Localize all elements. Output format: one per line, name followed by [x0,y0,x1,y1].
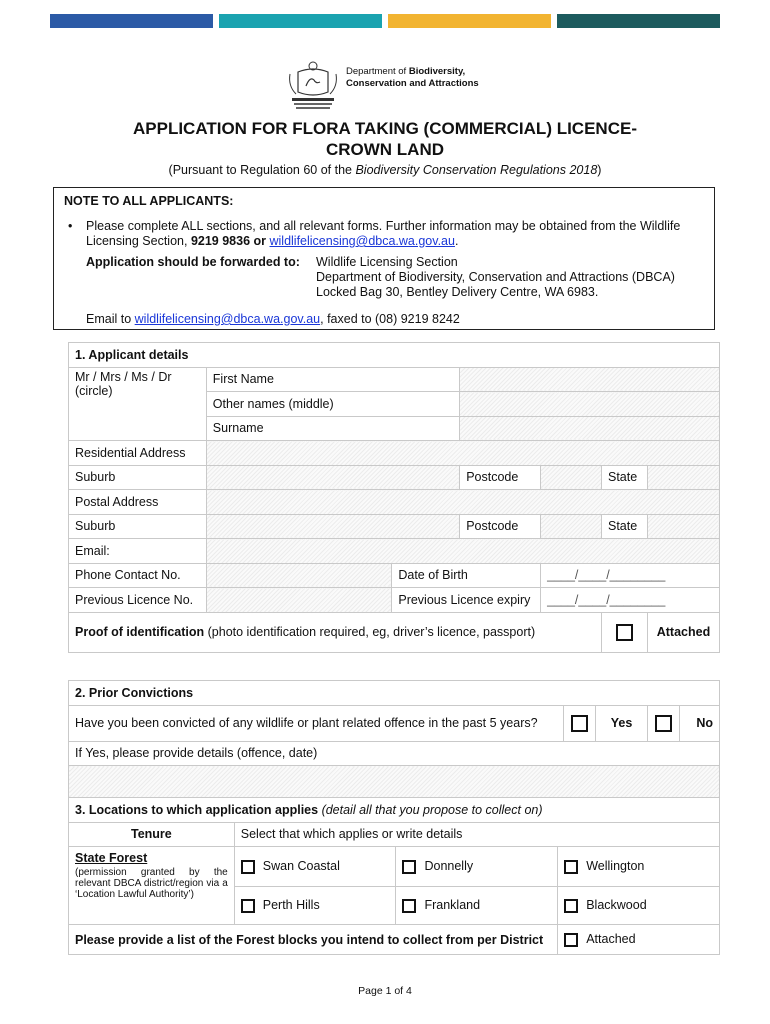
color-bar-teal [219,14,382,28]
note-bullet: • Please complete ALL sections, and all relevant forms. Further information may be obtained from the Wildlife Licensing Section, 9219 9836 or wildlifelicensing@dbca.wa.gov.au. [68,219,681,248]
prev-expiry-field[interactable]: ____/____/________ [541,588,720,613]
prev-licence-field[interactable] [206,588,392,613]
forest-blocks-attached[interactable]: Attached [558,925,720,955]
bullet-icon: • [68,219,73,233]
section3-heading: 3. Locations to which application applies (detail all that you propose to collect on) [69,798,720,823]
postal-suburb-label: Suburb [69,514,207,539]
option-blackwood[interactable]: Blackwood [558,887,720,925]
email-field[interactable] [206,539,719,564]
state-label: State [601,465,647,490]
color-bar-dark-teal [557,14,720,28]
postal-address-field[interactable] [206,490,719,515]
page-title: APPLICATION FOR FLORA TAKING (COMMERCIAL) LICENCE- CROWN LAND [133,119,637,159]
frankland-checkbox[interactable] [402,899,416,913]
proof-checkbox[interactable] [616,624,633,641]
surname-field[interactable] [460,416,720,441]
email-fax-line: Email to wildlifelicensing@dbca.wa.gov.au, faxed to (08) 9219 8242 [86,312,460,326]
dob-label: Date of Birth [392,563,541,588]
residential-address-label: Residential Address [69,441,207,466]
wa-crest-icon [284,58,342,110]
surname-label: Surname [206,416,459,441]
no-checkbox[interactable] [655,715,672,732]
locations-table [68,797,720,955]
first-name-label: First Name [206,367,459,392]
postal-postcode-field[interactable] [541,514,602,539]
postcode-field[interactable] [541,465,602,490]
donnelly-checkbox[interactable] [402,860,416,874]
blackwood-checkbox[interactable] [564,899,578,913]
note-heading: NOTE TO ALL APPLICANTS: [64,194,234,208]
option-perth-hills[interactable]: Perth Hills [234,887,396,925]
color-bar-yellow [388,14,551,28]
prev-licence-label: Previous Licence No. [69,588,207,613]
postal-suburb-field[interactable] [206,514,459,539]
other-names-label: Other names (middle) [206,392,459,417]
phone-label: Phone Contact No. [69,563,207,588]
color-bar-blue [50,14,213,28]
state-field[interactable] [647,465,719,490]
suburb-label: Suburb [69,465,207,490]
proof-of-id-label: Proof of identification (photo identification required, eg, driver’s licence, passport) [69,612,602,652]
email-label: Email: [69,539,207,564]
yes-label: Yes [596,705,648,741]
state-forest-label: State Forest [75,851,148,865]
proof-attached-label: Attached [647,612,719,652]
email-link-2[interactable]: wildlifelicensing@dbca.wa.gov.au [134,312,321,326]
option-donnelly[interactable]: Donnelly [396,847,558,887]
page-subtitle: (Pursuant to Regulation 60 of the Biodiversity Conservation Regulations 2018) [168,163,602,177]
conviction-question: Have you been convicted of any wildlife or plant related offence in the past 5 years? [69,705,564,741]
no-label: No [679,705,719,741]
option-frankland[interactable]: Frankland [396,887,558,925]
proof-checkbox-cell[interactable] [601,612,647,652]
suburb-field[interactable] [206,465,459,490]
postal-address-label: Postal Address [69,490,207,515]
email-link[interactable]: wildlifelicensing@dbca.wa.gov.au [269,234,455,248]
dob-field[interactable]: ____/____/________ [541,563,720,588]
swan-coastal-checkbox[interactable] [241,860,255,874]
forward-address: Application should be forwarded to: Wildlife Licensing Section Department of Biodiversity, Conservation and Attractions (DBCA) Locked Bag 30, Bentley Delivery Centre, WA 6983. [86,255,675,299]
prev-expiry-label: Previous Licence expiry [392,588,541,613]
wellington-checkbox[interactable] [564,860,578,874]
phone-field[interactable] [206,563,392,588]
yes-checkbox[interactable] [571,715,588,732]
yes-checkbox-cell[interactable] [564,705,596,741]
department-name: Department of Biodiversity, Conservation and Attractions [346,66,479,89]
perth-hills-checkbox[interactable] [241,899,255,913]
dbca-logo [284,58,524,110]
first-name-field[interactable] [460,367,720,392]
forest-blocks-checkbox[interactable] [564,933,578,947]
page-number: Page 1 of 4 [358,985,412,997]
postal-state-field[interactable] [647,514,719,539]
option-wellington[interactable]: Wellington [558,847,720,887]
conviction-details-label: If Yes, please provide details (offence, date) [69,741,720,766]
prior-convictions-table [68,680,720,798]
note-to-applicants [53,187,715,330]
residential-address-field[interactable] [206,441,719,466]
state-forest-note: (permission granted by the relevant DBCA district/region via a ‘Location Lawful Authority’) [75,867,228,900]
postal-postcode-label: Postcode [460,514,541,539]
select-header: Select that which applies or write details [234,822,719,847]
postcode-label: Postcode [460,465,541,490]
header-color-bars [50,14,720,28]
other-names-field[interactable] [460,392,720,417]
state-forest-cell [69,847,235,925]
applicant-details-table [68,342,720,653]
conviction-details-field[interactable] [69,766,720,798]
tenure-header: Tenure [69,822,235,847]
no-checkbox-cell[interactable] [648,705,680,741]
postal-state-label: State [601,514,647,539]
title-label: Mr / Mrs / Ms / Dr (circle) [69,367,207,441]
forest-blocks-label: Please provide a list of the Forest blocks you intend to collect from per District [69,925,558,955]
section2-heading: 2. Prior Convictions [69,681,720,706]
section1-heading: 1. Applicant details [69,343,720,368]
option-swan-coastal[interactable]: Swan Coastal [234,847,396,887]
